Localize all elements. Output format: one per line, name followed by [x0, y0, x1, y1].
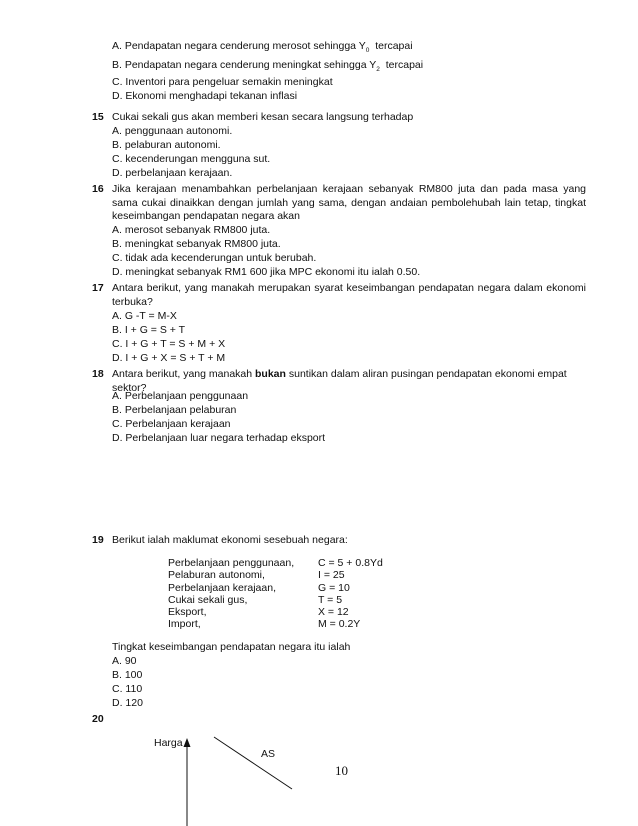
- q18-emphasis-word: bukan: [255, 368, 286, 380]
- q19-option-d: D. 120: [112, 697, 143, 709]
- page-number: 10: [335, 763, 348, 778]
- q18-number: 18: [92, 368, 104, 380]
- q18-option-c: C. Perbelanjaan kerajaan: [112, 418, 231, 430]
- q14-option-a: A. Pendapatan negara cenderung merosot sehingga $Y_0$ tercapai: [112, 40, 413, 54]
- q16-option-a: A. merosot sebanyak RM800 juta.: [112, 224, 271, 236]
- q14-option-c: C. Inventori para pengeluar semakin meningkat: [112, 76, 333, 88]
- table-row: Import, M = 0.2Y: [168, 618, 361, 631]
- q16-option-b: B. meningkat sebanyak RM800 juta.: [112, 238, 281, 250]
- q16-option-d: D. meningkat sebanyak RM1 600 jika MPC ekonomi itu ialah 0.50.: [112, 266, 421, 278]
- q20-y-axis: [184, 738, 191, 826]
- q15-number: 15: [92, 111, 104, 123]
- q17-option-b: B. I + G = S + T: [112, 324, 186, 336]
- q18-option-a: A. Perbelanjaan penggunaan: [112, 390, 249, 402]
- q15-option-c: C. kecenderungan mengguna sut.: [112, 153, 271, 165]
- q14-option-d: D. Ekonomi menghadapi tekanan inflasi: [112, 90, 298, 102]
- table-row: Perbelanjaan penggunaan, C = 5 + 0.8Yd: [168, 557, 383, 569]
- q19-stem: Berikut ialah maklumat ekonomi sesebuah negara:: [112, 534, 348, 546]
- q17-option-c: C. I + G + T = S + M + X: [112, 338, 226, 350]
- table-row: Perbelanjaan kerajaan, G = 10: [168, 581, 350, 594]
- q20-curve-label: AS: [261, 748, 276, 760]
- q14-option-b: B. Pendapatan negara cenderung meningkat sehingga $Y_2$ tercapai: [112, 59, 424, 73]
- q17-number: 17: [92, 282, 104, 294]
- q15-option-a: A. penggunaan autonomi.: [112, 125, 233, 137]
- q17-stem: Antara berikut, yang manakah merupakan syarat keseimbangan pendapatan negara dalam ekonomi terbuka?: [112, 282, 586, 308]
- q16-stem: Jika kerajaan menambahkan perbelanjaan kerajaan sebanyak RM800 juta dan pada masa yang sama cukai dinaikkan dengan jumlah yang sama, dengan andaian pembolehubah lain tetap, tingkat keseimbangan pendapatan negara akan: [112, 183, 586, 222]
- table-row: Cukai sekali gus, T = 5: [168, 593, 343, 606]
- q16-option-c: C. tidak ada kecenderungan untuk berubah.: [112, 252, 317, 264]
- q16-number: 16: [92, 183, 104, 195]
- q15-option-b: B. pelaburan autonomi.: [112, 139, 221, 151]
- q15-stem: Cukai sekali gus akan memberi kesan secara langsung terhadap: [112, 111, 414, 123]
- q20-as-curve: [214, 737, 292, 789]
- q20-y-axis-label: Harga: [154, 737, 183, 749]
- table-row: Eksport, X = 12: [168, 606, 349, 619]
- q18-option-d: D. Perbelanjaan luar negara terhadap eksport: [112, 432, 326, 444]
- q17-option-d: D. I + G + X = S + T + M: [112, 352, 226, 364]
- q15-option-d: D. perbelanjaan kerajaan.: [112, 167, 233, 179]
- q18-option-b: B. Perbelanjaan pelaburan: [112, 404, 237, 416]
- q19-question: Tingkat keseimbangan pendapatan negara itu ialah: [112, 641, 351, 653]
- table-row: Pelaburan autonomi, I = 25: [168, 569, 345, 582]
- q20-number: 20: [92, 713, 104, 725]
- q19-option-a: A. 90: [112, 655, 137, 667]
- q17-option-a: A. G -T = M-X: [112, 310, 177, 322]
- q18-stem: Antara berikut, yang manakah bukan suntikan dalam aliran pusingan pendapatan ekonomi empat sektor?: [112, 368, 567, 394]
- q19-option-b: B. 100: [112, 669, 143, 681]
- q19-number: 19: [92, 534, 104, 546]
- q19-option-c: C. 110: [112, 683, 143, 695]
